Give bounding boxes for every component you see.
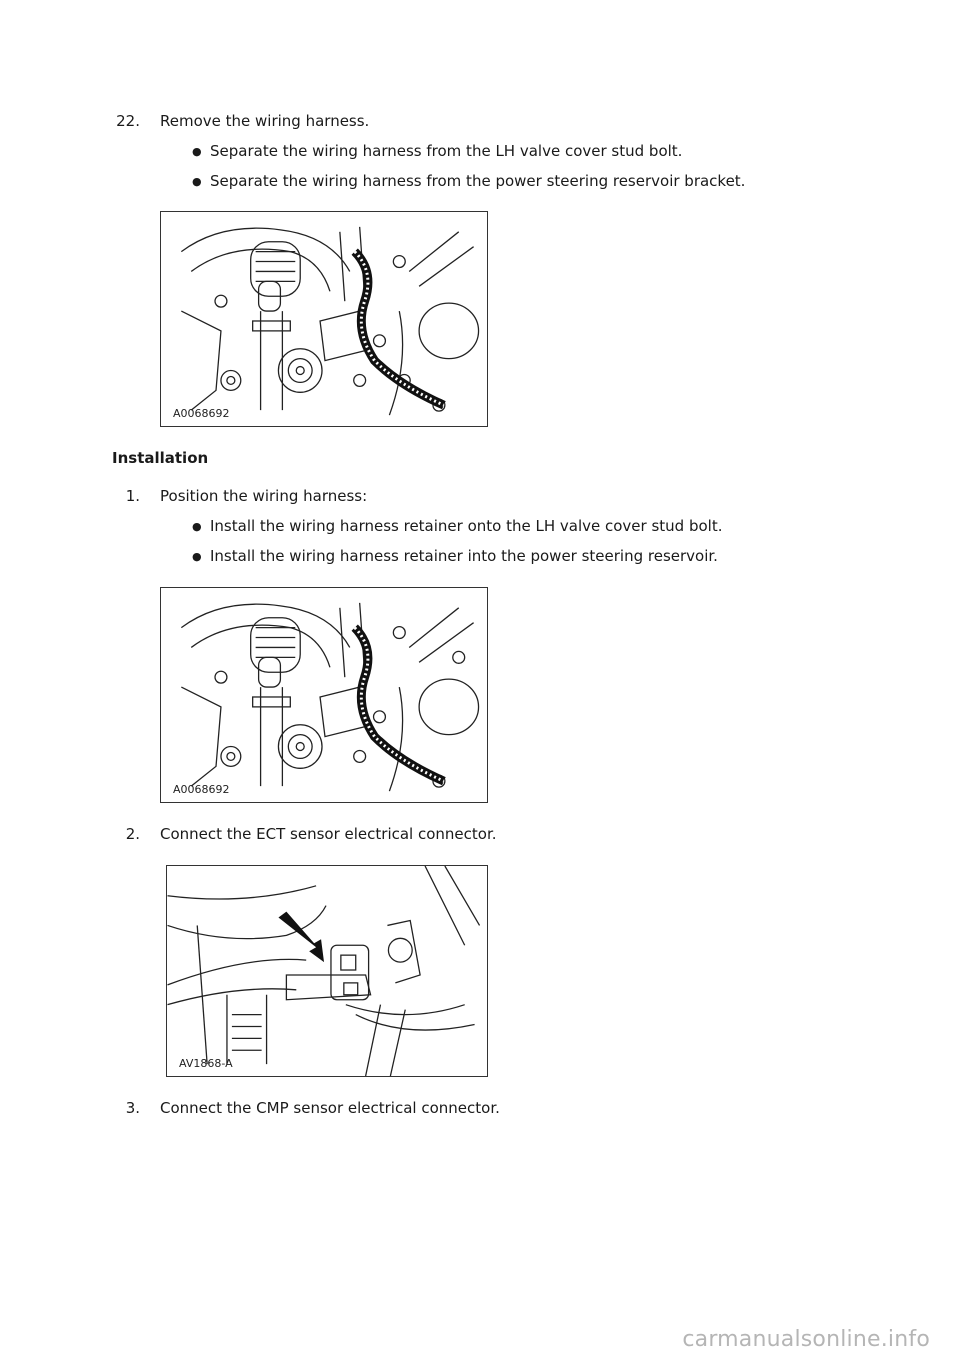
step-22-text: Remove the wiring harness. <box>160 112 370 130</box>
bullet-icon: ● <box>192 145 202 158</box>
figure-wiring-harness-removal <box>160 211 488 427</box>
install-step-2-text: Connect the ECT sensor electrical connector. <box>160 825 497 843</box>
figure-code-label: A0068692 <box>173 783 230 796</box>
engine-harness-illustration <box>161 212 487 426</box>
install-step-1-bullet-1: Install the wiring harness retainer onto the LH valve cover stud bolt. <box>210 517 723 535</box>
step-22-bullet-2: Separate the wiring harness from the power steering reservoir bracket. <box>210 172 746 190</box>
install-step-1-bullet-2: Install the wiring harness retainer into the power steering reservoir. <box>210 547 718 565</box>
figure-ect-connector <box>166 865 488 1077</box>
bullet-icon: ● <box>192 175 202 188</box>
step-22-number: 22. <box>116 112 140 130</box>
install-step-3-text: Connect the CMP sensor electrical connector. <box>160 1099 500 1117</box>
figure-code-label: AV1868-A <box>179 1057 233 1070</box>
install-step-2-number: 2. <box>125 825 140 843</box>
engine-harness-illustration <box>161 588 487 802</box>
figure-wiring-harness-install <box>160 587 488 803</box>
figure-code-label: A0068692 <box>173 407 230 420</box>
bullet-icon: ● <box>192 550 202 563</box>
install-step-3-number: 3. <box>125 1099 140 1117</box>
pointer-arrow-icon <box>278 912 324 963</box>
ect-sensor-illustration <box>167 866 487 1076</box>
installation-heading: Installation <box>112 449 209 467</box>
footer-watermark[interactable]: carmanualsonline.info <box>682 1327 930 1352</box>
install-step-1-text: Position the wiring harness: <box>160 487 368 505</box>
install-step-1-number: 1. <box>125 487 140 505</box>
bullet-icon: ● <box>192 520 202 533</box>
step-22-bullet-1: Separate the wiring harness from the LH valve cover stud bolt. <box>210 142 683 160</box>
